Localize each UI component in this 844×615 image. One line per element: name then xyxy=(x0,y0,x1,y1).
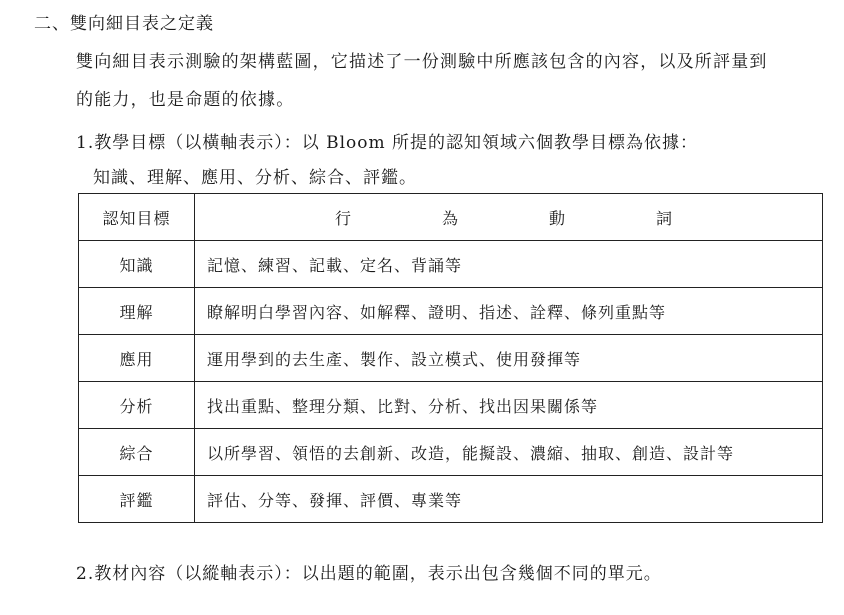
section-heading: 二、雙向細目表之定義 xyxy=(34,14,214,34)
item-2-teaching-content: 2.教材內容（以縱軸表示）：以出題的範圍，表示出包含幾個不同的單元。 xyxy=(76,564,662,584)
verbs-cell: 瞭解明白學習內容、如解釋、證明、指述、詮釋、條列重點等 xyxy=(195,288,823,335)
table-row xyxy=(79,476,823,523)
verbs-cell: 以所學習、領悟的去創新、改造，能擬設、濃縮、抽取、創造、設計等 xyxy=(195,429,823,476)
verbs-cell: 評估、分等、發揮、評價、專業等 xyxy=(195,476,823,523)
header-verb-char: 為 xyxy=(441,208,459,228)
objective-cell: 分析 xyxy=(79,382,195,429)
verbs-cell: 運用學到的去生產、製作、設立模式、使用發揮等 xyxy=(195,335,823,382)
objective-cell: 綜合 xyxy=(79,429,195,476)
item-1-objectives-list: 知識、理解、應用、分析、綜合、評鑑。 xyxy=(93,168,417,188)
table-header-row xyxy=(79,194,823,241)
verbs-cell: 找出重點、整理分類、比對、分析、找出因果關係等 xyxy=(195,382,823,429)
table-row xyxy=(79,288,823,335)
table-row xyxy=(79,335,823,382)
header-behavioral-verbs xyxy=(195,194,823,241)
table-row xyxy=(79,382,823,429)
objective-cell: 應用 xyxy=(79,335,195,382)
header-verb-char: 詞 xyxy=(655,208,673,228)
table-row xyxy=(79,429,823,476)
item-1-teaching-objectives: 1.教學目標（以橫軸表示）：以 Bloom 所提的認知領域六個教學目標為依據： xyxy=(76,133,699,153)
header-verb-char: 行 xyxy=(335,208,353,228)
objective-cell: 評鑑 xyxy=(79,476,195,523)
objective-cell: 知識 xyxy=(79,241,195,288)
header-verb-char: 動 xyxy=(548,208,566,228)
header-cognitive-objective: 認知目標 xyxy=(79,194,195,241)
table-row xyxy=(79,241,823,288)
definition-paragraph-line-2: 的能力，也是命題的依據。 xyxy=(76,90,295,110)
cognitive-objectives-table xyxy=(78,193,823,523)
objective-cell: 理解 xyxy=(79,288,195,335)
definition-paragraph-line-1: 雙向細目表示測驗的架構藍圖，它描述了一份測驗中所應該包含的內容，以及所評量到 xyxy=(76,52,768,72)
verbs-cell: 記憶、練習、記載、定名、背誦等 xyxy=(195,241,823,288)
